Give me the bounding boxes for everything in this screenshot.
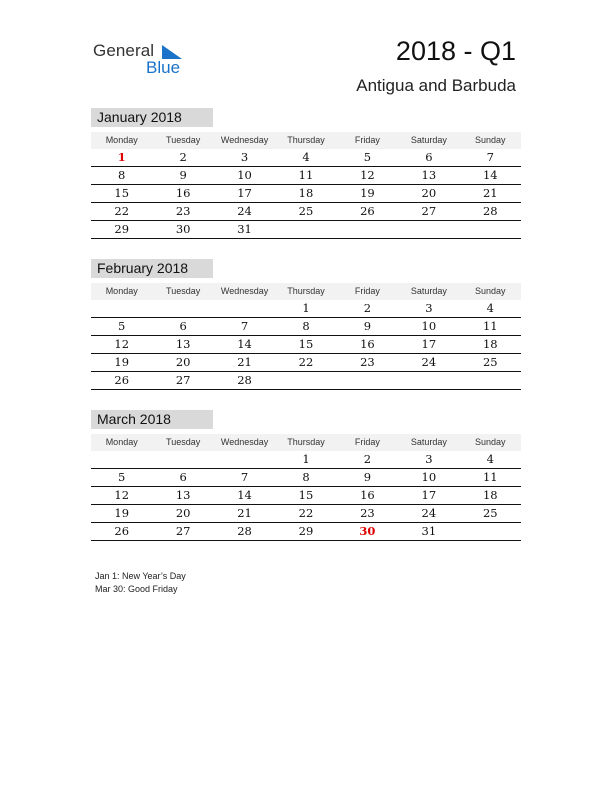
- day-cell: 16: [360, 488, 375, 502]
- week-row: [91, 149, 521, 167]
- day-cell: 23: [360, 506, 375, 520]
- weekday-label: Tuesday: [166, 286, 201, 296]
- week-row: [91, 487, 521, 505]
- day-cell: 6: [179, 470, 187, 484]
- day-cell: 7: [240, 319, 249, 333]
- day-cell: 3: [240, 150, 249, 164]
- weekday-label: Monday: [105, 135, 138, 145]
- week-row: [91, 300, 521, 318]
- week-row: [91, 221, 521, 239]
- day-cell: 9: [363, 319, 372, 333]
- day-cell: [91, 300, 152, 317]
- day-cell: 19: [360, 186, 375, 200]
- day-cell: 21: [237, 355, 252, 369]
- week-row: [91, 505, 521, 523]
- day-cell: 12: [114, 337, 130, 351]
- weekday-label: Saturday: [410, 286, 447, 296]
- weekday-label: Thursday: [287, 135, 325, 145]
- day-cell: 15: [298, 488, 314, 502]
- logo-triangle-icon: [162, 45, 182, 59]
- day-cell: [214, 300, 275, 317]
- month-title: January 2018: [91, 108, 213, 127]
- week-row: [91, 336, 521, 354]
- day-cell: 9: [363, 470, 372, 484]
- day-cell: 21: [237, 506, 252, 520]
- day-cell: 16: [360, 337, 375, 351]
- day-cell: 16: [175, 186, 191, 200]
- generalblue-logo: [93, 41, 203, 81]
- day-cell: 23: [175, 204, 191, 218]
- day-cell: 2: [363, 452, 372, 466]
- day-cell: 26: [114, 524, 130, 538]
- day-cell: 13: [175, 488, 191, 502]
- day-cell: 11: [298, 168, 314, 182]
- day-cell: 17: [421, 488, 437, 502]
- day-cell: 22: [298, 355, 314, 369]
- day-cell: 5: [363, 150, 372, 164]
- weekday-label: Sunday: [475, 135, 506, 145]
- day-cell: [460, 221, 521, 238]
- day-cell: 18: [482, 488, 498, 502]
- day-cell: 15: [298, 337, 314, 351]
- day-cell: 17: [237, 186, 252, 200]
- weekday-label: Tuesday: [166, 437, 201, 447]
- day-cell: 25: [482, 506, 498, 520]
- day-cell: 1: [302, 452, 310, 466]
- day-cell: 20: [175, 355, 191, 369]
- day-cell: 20: [175, 506, 191, 520]
- day-cell: [460, 372, 521, 389]
- day-cell: 8: [302, 470, 310, 484]
- week-row: [91, 523, 521, 541]
- day-cell: 13: [175, 337, 191, 351]
- holiday-note: Jan 1: New Year’s Day: [95, 571, 186, 581]
- day-cell: 24: [237, 204, 252, 218]
- month-march: [91, 410, 521, 541]
- holiday-note: Mar 30: Good Friday: [95, 584, 178, 594]
- day-cell: 8: [118, 168, 126, 182]
- day-cell: [275, 221, 336, 238]
- day-cell: 18: [298, 186, 314, 200]
- week-row: [91, 167, 521, 185]
- day-cell: 8: [302, 319, 310, 333]
- day-cell: 2: [363, 301, 372, 315]
- day-cell: 28: [482, 204, 498, 218]
- day-cell: 27: [175, 524, 191, 538]
- day-cell: 26: [360, 204, 375, 218]
- day-cell: [91, 451, 152, 468]
- day-cell: 7: [486, 150, 494, 164]
- weekday-label: Wednesday: [220, 286, 269, 296]
- weekday-header-row: [91, 283, 521, 300]
- day-cell: [337, 372, 398, 389]
- day-cell: 26: [114, 373, 130, 387]
- day-cell: 23: [360, 355, 375, 369]
- day-cell: 24: [421, 355, 437, 369]
- weekday-header-row: [91, 434, 521, 451]
- day-cell: 17: [421, 337, 437, 351]
- day-cell: 21: [482, 186, 498, 200]
- day-cell: 14: [237, 337, 252, 351]
- day-cell: 2: [179, 150, 187, 164]
- weekday-label: Friday: [354, 437, 380, 447]
- holiday-notes: [95, 570, 186, 596]
- day-cell: 30: [175, 222, 191, 236]
- month-january: [91, 108, 521, 239]
- weekday-header-row: [91, 132, 521, 149]
- weekday-label: Friday: [354, 286, 380, 296]
- day-cell: 29: [298, 524, 314, 538]
- day-cell: 25: [482, 355, 498, 369]
- day-cell: 14: [482, 168, 498, 182]
- day-cell: 4: [486, 452, 494, 466]
- day-cell: 22: [114, 204, 130, 218]
- day-cell: 31: [421, 524, 437, 538]
- logo-general-text: General: [93, 41, 155, 60]
- day-cell: 7: [240, 470, 249, 484]
- day-cell: 10: [421, 470, 437, 484]
- month-february: [91, 259, 521, 390]
- page-title: 2018 - Q1: [395, 36, 516, 66]
- day-cell: 5: [118, 470, 126, 484]
- holiday-day-cell: 30: [359, 524, 376, 538]
- weekday-label: Saturday: [410, 135, 447, 145]
- day-cell: [398, 372, 459, 389]
- day-cell: [337, 221, 398, 238]
- day-cell: [152, 451, 213, 468]
- day-cell: [214, 451, 275, 468]
- day-cell: [460, 523, 521, 540]
- weekday-label: Saturday: [410, 437, 447, 447]
- day-cell: 13: [421, 168, 437, 182]
- day-cell: 11: [482, 319, 498, 333]
- month-title: February 2018: [91, 259, 213, 278]
- month-title: March 2018: [91, 410, 213, 429]
- logo-blue-text: Blue: [146, 58, 181, 77]
- country-name: Antigua and Barbuda: [356, 76, 516, 95]
- day-cell: 3: [425, 452, 433, 466]
- day-cell: 12: [360, 168, 375, 182]
- day-cell: 31: [237, 222, 252, 236]
- day-cell: 27: [175, 373, 191, 387]
- day-cell: 14: [237, 488, 252, 502]
- week-row: [91, 372, 521, 390]
- day-cell: 22: [298, 506, 314, 520]
- weekday-label: Friday: [354, 135, 380, 145]
- day-cell: 6: [179, 319, 187, 333]
- weekday-label: Wednesday: [220, 135, 269, 145]
- weekday-label: Wednesday: [220, 437, 269, 447]
- day-cell: 11: [482, 470, 498, 484]
- week-row: [91, 185, 521, 203]
- day-cell: 6: [425, 150, 433, 164]
- day-cell: 4: [486, 301, 494, 315]
- day-cell: 19: [114, 355, 130, 369]
- weekday-label: Thursday: [287, 437, 325, 447]
- day-cell: 24: [421, 506, 437, 520]
- day-cell: 10: [421, 319, 437, 333]
- day-cell: 3: [425, 301, 433, 315]
- day-cell: 18: [482, 337, 498, 351]
- day-cell: 10: [237, 168, 252, 182]
- day-cell: [152, 300, 213, 317]
- weekday-label: Tuesday: [166, 135, 201, 145]
- weekday-label: Monday: [105, 437, 138, 447]
- day-cell: [398, 221, 459, 238]
- day-cell: 27: [421, 204, 437, 218]
- weekday-label: Thursday: [287, 286, 325, 296]
- weekday-label: Sunday: [475, 437, 506, 447]
- day-cell: 28: [237, 524, 252, 538]
- week-row: [91, 318, 521, 336]
- day-cell: [275, 372, 336, 389]
- week-row: [91, 469, 521, 487]
- day-cell: 9: [179, 168, 187, 182]
- day-cell: 1: [302, 301, 310, 315]
- day-cell: 12: [114, 488, 130, 502]
- week-row: [91, 203, 521, 221]
- day-cell: 29: [114, 222, 130, 236]
- day-cell: 20: [421, 186, 437, 200]
- day-cell: 25: [298, 204, 314, 218]
- day-cell: 5: [118, 319, 126, 333]
- holiday-day-cell: 1: [117, 150, 126, 164]
- week-row: [91, 451, 521, 469]
- week-row: [91, 354, 521, 372]
- day-cell: 19: [114, 506, 130, 520]
- day-cell: 28: [237, 373, 252, 387]
- weekday-label: Monday: [105, 286, 138, 296]
- day-cell: 4: [302, 150, 310, 164]
- weekday-label: Sunday: [475, 286, 506, 296]
- day-cell: 15: [114, 186, 130, 200]
